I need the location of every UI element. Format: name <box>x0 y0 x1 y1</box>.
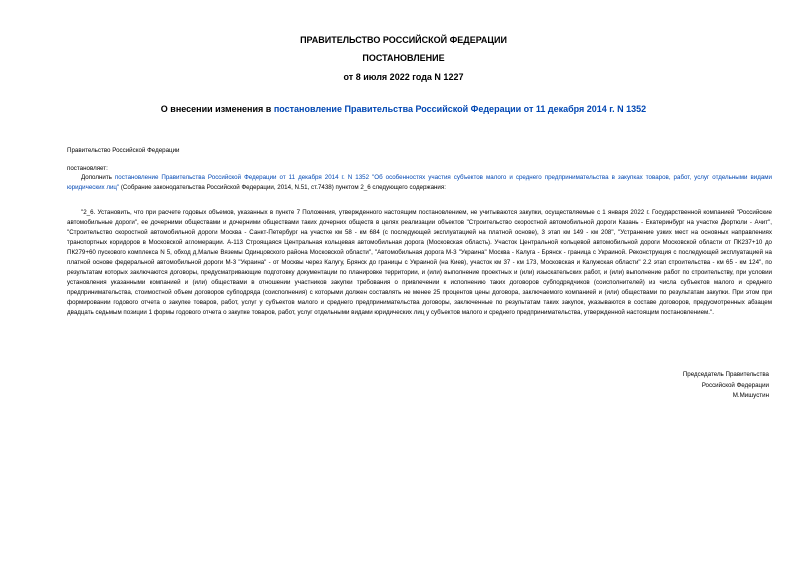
inserted-clause-paragraph: "2_6. Установить, что при расчете годовых объемов, указанных в пункте 7 Положения, утвержденного настоящим постановлением, не учитываются закупки, осуществляемые с 1 января 2022 г. Государственной компанией "Российские автомобильные дороги", ее дочерними обществами и дочерними обществами таких дочерних обществ в целях реализации объектов "Строительство скоростной автомобильной дороги Казань - Екатеринбург на участке Дюртюли - Ачит", "Строительство скоростной автомобильной дороги Москва - Санкт-Петербург на участке км 58 - км 684 (с последующей эксплуатацией на платной основе), 3 этап км 149 - км 208", "Устранение узких мест на основных направлениях транспортных коридоров в Московской агломерации. А-113 Строящаяся Центральная кольцевая автомобильная дорога (Московская область). Участок Центральной кольцевой автомобильной дороги Московской области от ПК237+10 до ПК279+60 пускового комплекса N 5, обход д.Малые Вяземы Одинцовского района Московской области", "Автомобильная дорога М-3 "Украина" Москва - Калуга - Брянск - граница с Украиной. Реконструкция с последующей эксплуатацией на платной основе федеральной автомобильной дороги М-3 "Украина" - от Москвы через Калугу, Брянск до границы с Украиной (на Киев), участок км 37 - км 173, Московская и Калужская области" 2.2 этап строительства - км 65 - км 124", по результатам которых заключаются договоры, предусматривающие подготовку документации по планировке территории, и (или) выполнение проектных и (или) изыскательских работ, и (или) выполнение работ по строительству, при условии установления указанными компанией и (или) обществами в отношении участников закупки требования о привлечении к исполнению таких договоров субподрядчиков (соисполнителей) из числа субъектов малого и среднего предпринимательства, стоимостной объем договоров субподряда (соисполнения) с которыми должен составлять не менее 25 процентов цены договора, заключаемого компанией и (или) обществами по результатам закупки. При этом при формировании годового отчета о закупке товаров, работ, услуг у субъектов малого и среднего предпринимательства договоры, заключенные по результатам таких закупок, указываются в составе договоров, предусмотренных абзацем двадцать седьмым позиции 1 формы годового отчета о закупке товаров, работ, услуг отдельными видами юридических лиц у субъектов малого и среднего предпринимательства, утвержденной настоящим постановлением.". <box>67 209 772 316</box>
signature-org: Российской Федерации <box>701 381 769 389</box>
para1-suffix: (Собрание законодательства Российской Федерации, 2014, N.51, ст.7438) пунктом 2_6 следующего содержания: <box>119 184 446 191</box>
referenced-decree-link[interactable]: постановление Правительства Российской Федерации от 11 декабря 2014 г. N 1352 "Об особенностях участия субъектов малого и среднего предпринимательства в закупках товаров, работ, услуг отдельными видами юридических лиц" <box>67 174 772 191</box>
amendment-paragraph <box>67 173 772 193</box>
government-heading: ПРАВИТЕЛЬСТВО РОССИЙСКОЙ ФЕДЕРАЦИИ <box>300 35 507 45</box>
signature-block <box>683 370 769 402</box>
signature-name: М.Мишустин <box>732 392 769 399</box>
document-type-heading: ПОСТАНОВЛЕНИЕ <box>362 53 445 63</box>
para1-prefix: Дополнить <box>81 174 115 181</box>
subject-prefix: О внесении изменения в <box>160 104 274 114</box>
decree-label: постановляет: <box>67 165 108 172</box>
government-label: Правительство Российской Федерации <box>67 147 180 154</box>
subject-link[interactable]: постановление Правительства Российской Федерации от 11 декабря 2014 г. N 1352 <box>273 104 647 114</box>
document-subject <box>0 104 807 115</box>
document-date-number: от 8 июля 2022 года N 1227 <box>343 72 464 82</box>
signature-title: Председатель Правительства <box>682 371 769 378</box>
